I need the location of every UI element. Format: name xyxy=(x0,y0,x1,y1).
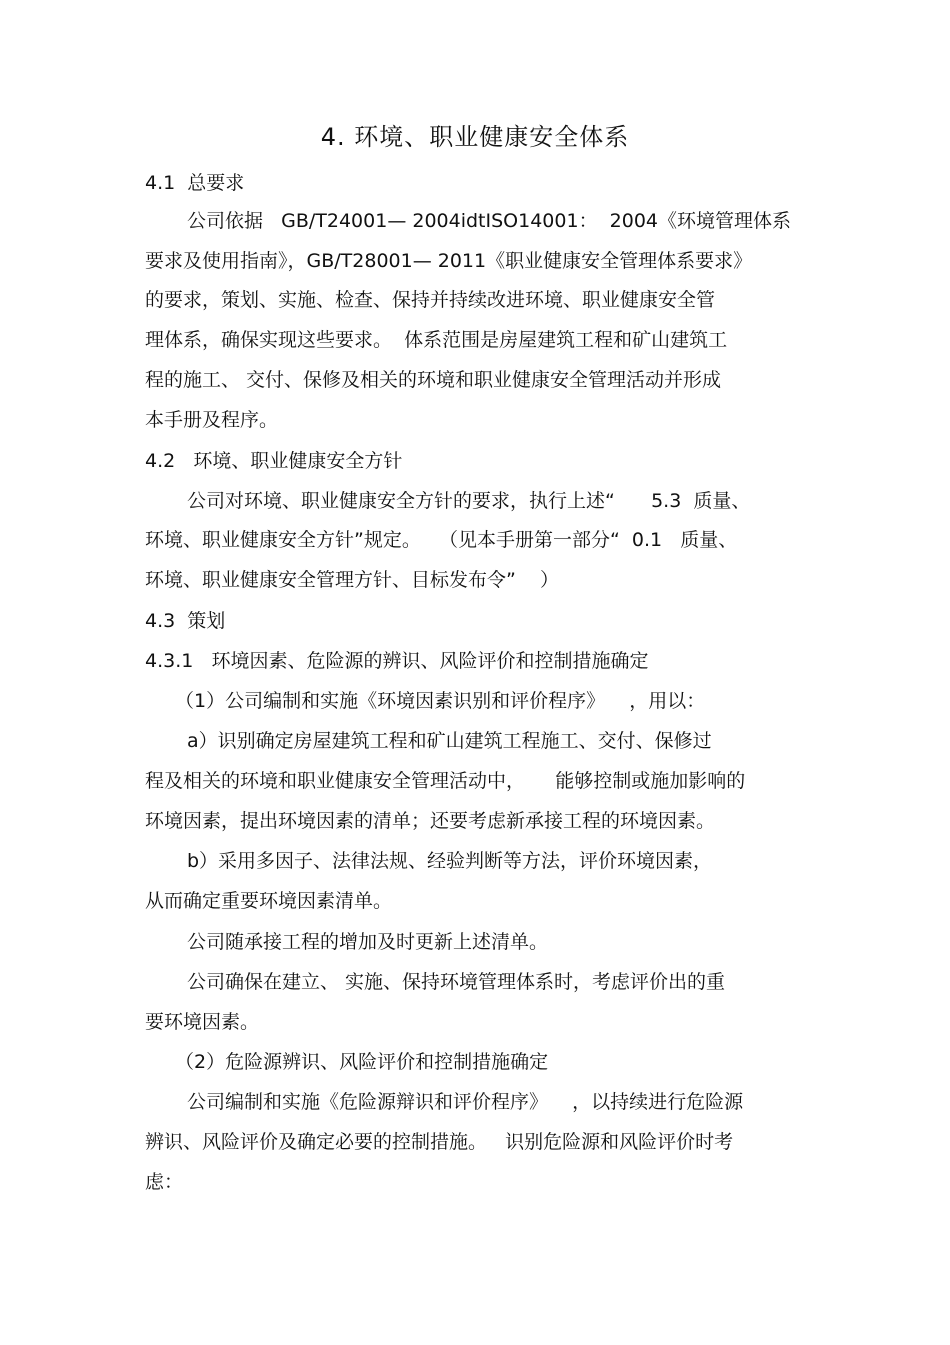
section-heading-4-2: 4.2 环境、职业健康安全方针 xyxy=(145,450,403,472)
paragraph-line: 环境、职业健康安全方针”规定。 （见本手册第一部分“ 0.1 质量、 xyxy=(145,529,738,551)
paragraph-line: 从而确定重要环境因素清单。 xyxy=(145,890,393,912)
list-item-heading: （1）公司编制和实施《环境因素识别和评价程序》 ，用以： xyxy=(175,690,706,712)
paragraph-line: 辨识、风险评价及确定必要的控制措施。 识别危险源和风险评价时考 xyxy=(145,1131,734,1153)
paragraph-line: 公司对环境、职业健康安全方针的要求，执行上述“ 5.3 质量、 xyxy=(187,490,751,512)
paragraph-line: b）采用多因子、法律法规、经验判断等方法，评价环境因素， xyxy=(187,850,713,872)
paragraph-line: 公司确保在建立、 实施、保持环境管理体系时，考虑评价出的重 xyxy=(187,971,726,993)
paragraph-line: 程的施工、 交付、保修及相关的环境和职业健康安全管理活动并形成 xyxy=(145,369,722,391)
paragraph-line: 要环境因素。 xyxy=(145,1011,260,1033)
paragraph-line: 公司随承接工程的增加及时更新上述清单。 xyxy=(187,931,549,953)
paragraph-line: 环境因素，提出环境因素的清单；还要考虑新承接工程的环境因素。 xyxy=(145,810,716,832)
section-heading-4-1: 4.1 总要求 xyxy=(145,172,245,194)
paragraph-line: 环境、职业健康安全管理方针、目标发布令” ） xyxy=(145,569,560,591)
paragraph-line: 公司编制和实施《危险源辩识和评价程序》 ，以持续进行危险源 xyxy=(187,1091,744,1113)
list-item-heading: （2）危险源辨识、风险评价和控制措施确定 xyxy=(175,1051,549,1073)
paragraph-line: 虑： xyxy=(145,1171,184,1193)
section-heading-4-3: 4.3 策划 xyxy=(145,610,226,632)
paragraph-line: 本手册及程序。 xyxy=(145,409,279,431)
paragraph-line: 理体系，确保实现这些要求。 体系范围是房屋建筑工程和矿山建筑工 xyxy=(145,329,728,351)
paragraph-line: 公司依据 GB/T24001— 2004idtISO14001： 2004《环境管理体系 xyxy=(187,210,792,232)
subsection-heading-4-3-1: 4.3.1 环境因素、危险源的辨识、风险评价和控制措施确定 xyxy=(145,650,649,672)
paragraph-line: a）识别确定房屋建筑工程和矿山建筑工程施工、交付、保修过 xyxy=(187,730,712,752)
paragraph-line: 要求及使用指南》，GB/T28001— 2011《职业健康安全管理体系要求》 xyxy=(145,250,753,272)
paragraph-line: 的要求，策划、实施、检查、保持并持续改进环境、职业健康安全管 xyxy=(145,289,716,311)
page-title: 4. 环境、职业健康安全体系 xyxy=(320,123,630,151)
paragraph-line: 程及相关的环境和职业健康安全管理活动中， 能够控制或施加影响的 xyxy=(145,770,746,792)
